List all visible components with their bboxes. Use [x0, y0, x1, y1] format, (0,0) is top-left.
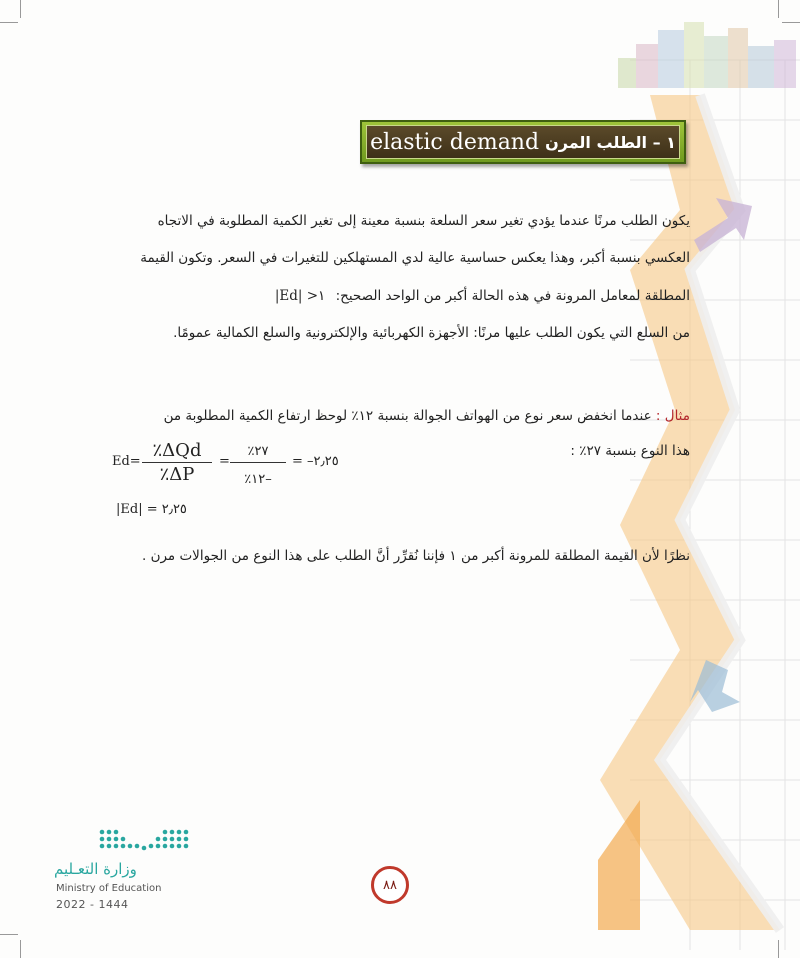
section-heading	[360, 120, 686, 164]
crop-mark	[778, 940, 779, 958]
formula-result: = –٢٫٢٥	[292, 454, 339, 469]
elasticity-condition: |Ed| >١	[274, 288, 326, 304]
fraction-bar	[142, 462, 212, 463]
paragraph-line-2: العكسي بنسبة أكبر، وهذا يعكس حساسية عالية لدي المستهلكين للتغيرات في السعر. وتكون القيمة	[140, 250, 690, 266]
crop-mark	[20, 940, 21, 958]
ministry-logo-icon	[96, 826, 192, 858]
crop-mark	[0, 22, 18, 23]
edition-year: 2022 - 1444	[56, 898, 129, 911]
paragraph-line-3-text: المطلقة لمعامل المرونة في هذه الحالة أكبر من الواحد الصحيح:	[335, 288, 690, 304]
example-text-1: عندما انخفض سعر نوع من الهواتف الجوالة بنسبة ١٢٪ لوحظ ارتفاع الكمية المطلوبة من	[163, 408, 652, 424]
city-skyline-icon	[618, 22, 796, 88]
formula-denominator-2: ٪١٢–	[244, 472, 272, 487]
example-line-1	[108, 408, 690, 424]
formula-equals: =	[219, 454, 230, 469]
arrow-head-icon	[598, 800, 640, 930]
crop-mark	[778, 0, 779, 18]
crop-mark	[782, 22, 800, 23]
elasticity-formula	[112, 440, 372, 528]
formula-denominator-1: ٪ΔP	[159, 464, 195, 485]
formula-numerator-2: ٪٢٧	[247, 444, 269, 459]
heading-english: elastic demand	[370, 129, 540, 155]
heading-arabic: ١ – الطلب المرن	[545, 132, 676, 152]
fraction-bar	[230, 462, 286, 463]
paragraph-line-1: يكون الطلب مرنًا عندما يؤدي تغير سعر السلعة بنسبة معينة إلى تغير الكمية المطلوبة في الاتجاه	[157, 213, 690, 229]
page-number: ٨٨	[371, 866, 409, 904]
example-line-2: هذا النوع بنسبة ٢٧٪ :	[570, 443, 690, 459]
conclusion-line: نظرًا لأن القيمة المطلقة للمرونة أكبر من ١ فإننا نُقرِّر أنَّ الطلب على هذا النوع من الجوالات مرن .	[141, 548, 690, 564]
ministry-name-english: Ministry of Education	[56, 883, 162, 894]
formula-lhs: Ed=	[112, 454, 141, 469]
paragraph-line-4: من السلع التي يكون الطلب عليها مرنًا: الأجهزة الكهربائية والإلكترونية والسلع الكمالية عمومًا.	[173, 325, 690, 341]
formula-absolute-value: |Ed| = ٢٫٢٥	[116, 502, 187, 517]
crop-mark	[0, 934, 18, 935]
ministry-name-arabic: وزارة التعـليم	[54, 860, 137, 878]
crop-mark	[20, 0, 21, 18]
paragraph-line-3	[108, 288, 690, 304]
example-label: مثال :	[655, 408, 690, 424]
formula-numerator-1: ٪ΔQd	[152, 440, 202, 461]
